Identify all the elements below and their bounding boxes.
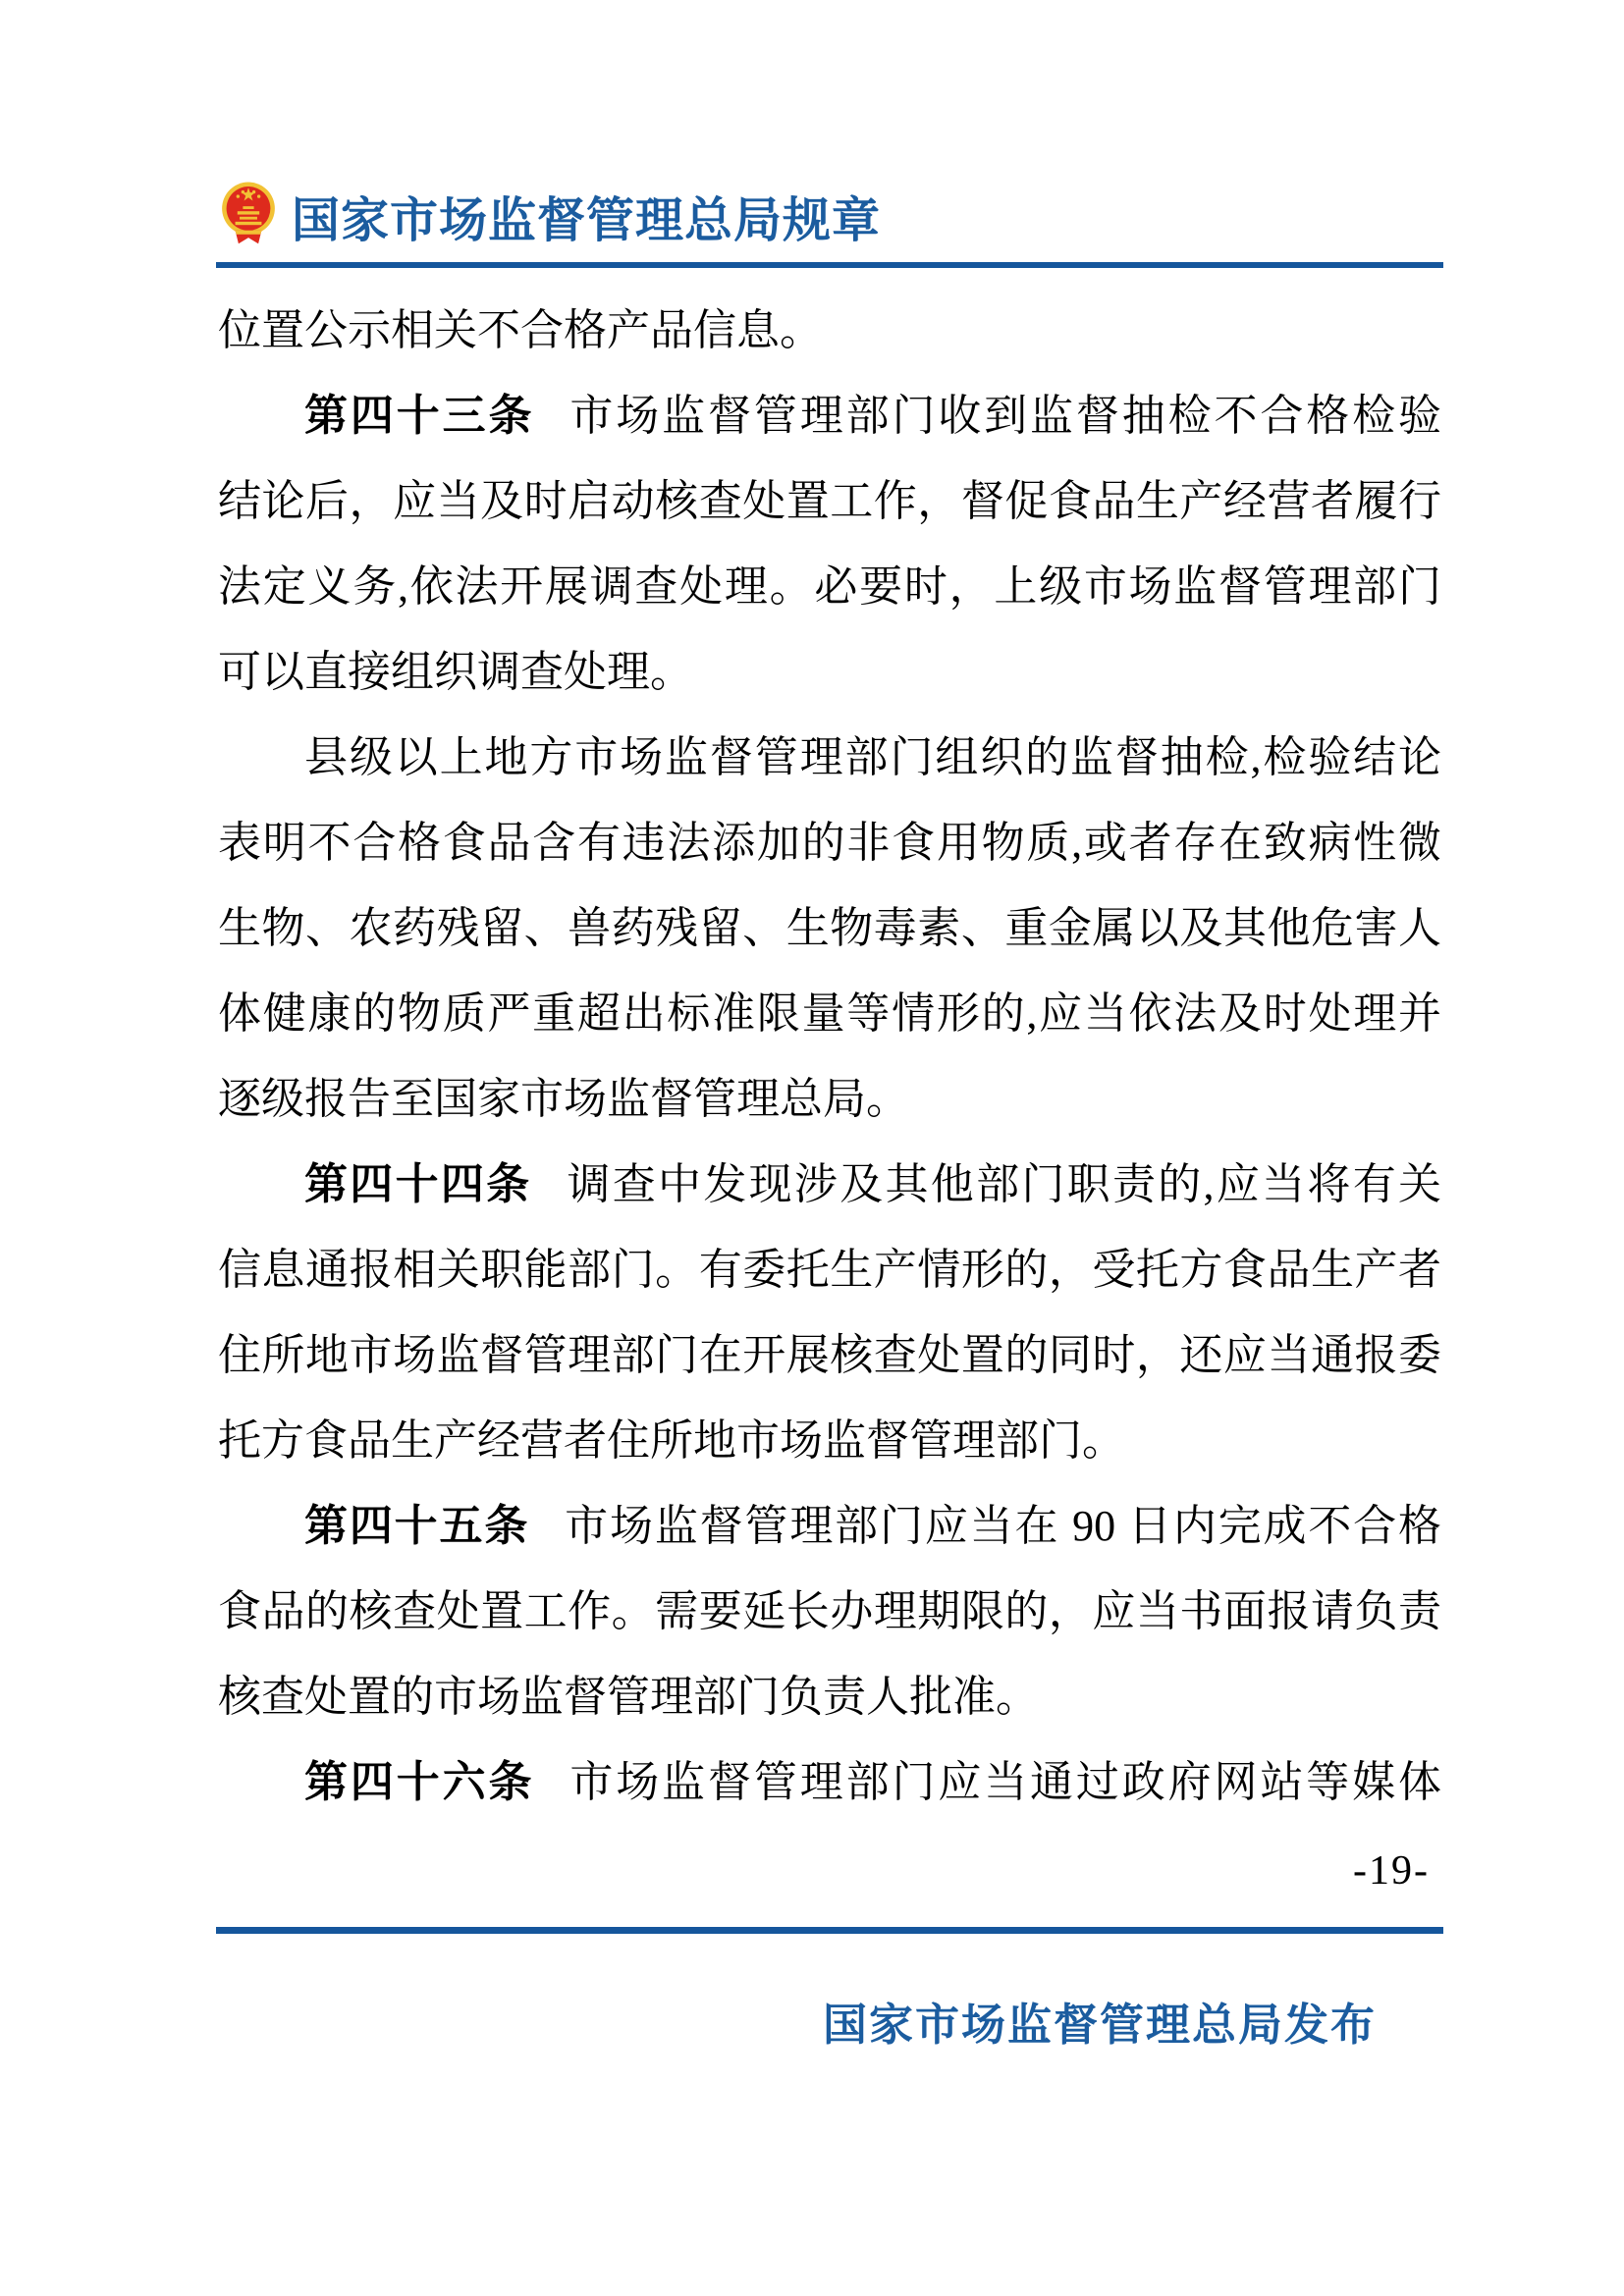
- article-number: 第四十五条: [304, 1502, 530, 1550]
- text-line: [218, 885, 1441, 971]
- line-text: 表明不合格食品含有违法添加的非食用物质,或者存在致病性微: [218, 819, 1441, 867]
- text-line: [218, 1483, 1441, 1569]
- article-number: 第四十三条: [304, 392, 535, 440]
- header-title: 国家市场监督管理总局规章: [292, 194, 882, 247]
- text-line: [218, 1312, 1441, 1398]
- line-text: 食品的核查处置工作。需要延长办理期限的，应当书面报请负责: [218, 1587, 1441, 1635]
- text-line: [218, 1056, 1441, 1142]
- text-line: [218, 1398, 1441, 1483]
- document-body: [218, 288, 1441, 1825]
- text-line: [218, 373, 1441, 458]
- publisher-label: 国家市场监督管理总局发布: [822, 2000, 1377, 2050]
- line-text: 逐级报告至国家市场监督管理总局。: [218, 1075, 909, 1123]
- text-line: [218, 1142, 1441, 1227]
- text-line: [218, 629, 1441, 715]
- text-line: [218, 800, 1441, 885]
- page-number: -19-: [1353, 1848, 1430, 1894]
- article-number: 第四十六条: [304, 1758, 535, 1806]
- line-text: 县级以上地方市场监督管理部门组织的监督抽检,检验结论: [304, 733, 1441, 781]
- line-text: 调查中发现涉及其他部门职责的,应当将有关: [567, 1160, 1441, 1208]
- text-line: [218, 715, 1441, 800]
- footer-divider: [216, 1927, 1443, 1934]
- text-line: [218, 971, 1441, 1056]
- line-text: 生物、农药残留、兽药残留、生物毒素、重金属以及其他危害人: [218, 904, 1441, 952]
- line-text: 信息通报相关职能部门。有委托生产情形的，受托方食品生产者: [218, 1246, 1441, 1294]
- line-text: 法定义务,依法开展调查处理。必要时，上级市场监督管理部门: [218, 562, 1441, 611]
- line-text: 位置公示相关不合格产品信息。: [218, 306, 823, 354]
- text-line: [218, 544, 1441, 629]
- text-line: [218, 1569, 1441, 1654]
- line-text: 托方食品生产经营者住所地市场监督管理部门。: [218, 1416, 1125, 1465]
- line-text: 核查处置的市场监督管理部门负责人批准。: [218, 1673, 1039, 1721]
- text-line: [218, 458, 1441, 544]
- text-line: [218, 288, 1441, 373]
- line-text: 市场监督管理部门应当在 90 日内完成不合格: [565, 1502, 1441, 1550]
- header-divider: [216, 262, 1443, 268]
- text-line: [218, 1739, 1441, 1825]
- text-line: [218, 1654, 1441, 1739]
- article-number: 第四十四条: [304, 1160, 532, 1208]
- line-text: 市场监督管理部门收到监督抽检不合格检验: [569, 392, 1441, 440]
- line-text: 市场监督管理部门应当通过政府网站等媒体: [569, 1758, 1441, 1806]
- line-text: 可以直接组织调查处理。: [218, 648, 693, 696]
- national-emblem-icon: [221, 181, 276, 247]
- line-text: 结论后，应当及时启动核查处置工作，督促食品生产经营者履行: [218, 477, 1441, 525]
- line-text: 体健康的物质严重超出标准限量等情形的,应当依法及时处理并: [218, 989, 1441, 1038]
- text-line: [218, 1227, 1441, 1312]
- line-text: 住所地市场监督管理部门在开展核查处置的同时，还应当通报委: [218, 1331, 1441, 1379]
